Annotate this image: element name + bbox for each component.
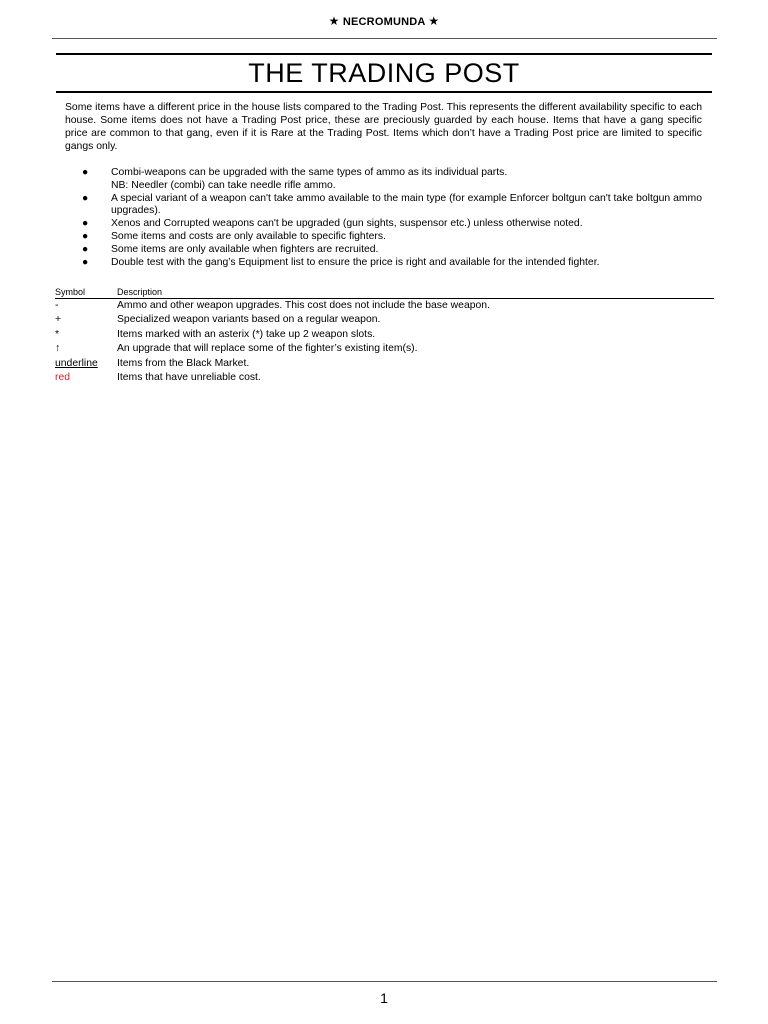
header-divider bbox=[52, 38, 717, 39]
table-row bbox=[55, 328, 714, 342]
bullet-icon: ● bbox=[82, 243, 89, 255]
table-row bbox=[55, 313, 714, 327]
bullet-icon: ● bbox=[82, 167, 89, 178]
star-icon: ★ bbox=[328, 14, 340, 28]
list-item bbox=[65, 193, 702, 219]
bullet-text: Some items and costs are only available to specific fighters. bbox=[111, 230, 386, 242]
bullet-text-note: NB: Needler (combi) can take needle rifle ammo. bbox=[111, 179, 336, 191]
symbol-cell-underline: underline bbox=[55, 357, 98, 369]
list-item bbox=[65, 231, 702, 244]
table-header-row bbox=[55, 287, 714, 299]
title-rule-top bbox=[56, 53, 712, 55]
symbol-cell: + bbox=[55, 314, 62, 326]
table-row bbox=[55, 371, 714, 385]
bullet-icon: ● bbox=[82, 256, 89, 268]
list-item bbox=[65, 167, 702, 193]
title-rule-bottom bbox=[56, 91, 712, 93]
list-item bbox=[65, 257, 702, 270]
description-cell: Items marked with an asterix (*) take up 2 weapon slots. bbox=[117, 328, 376, 340]
bullet-text: Combi-weapons can be upgraded with the same types of ammo as its individual parts. bbox=[111, 167, 508, 178]
description-cell: Items from the Black Market. bbox=[117, 357, 250, 369]
bullet-text: Some items are only available when fighters are recruited. bbox=[111, 243, 379, 255]
running-header bbox=[0, 14, 768, 28]
bullet-icon: ● bbox=[82, 218, 89, 230]
up-arrow-icon: ↑ bbox=[55, 343, 61, 355]
column-header-symbol: Symbol bbox=[55, 287, 86, 297]
description-cell: Items that have unreliable cost. bbox=[117, 372, 261, 384]
bullet-text: A special variant of a weapon can't take ammo available to the main type (for example Enforcer boltgun can't take boltgun ammo upgrades). bbox=[111, 192, 702, 217]
table-row bbox=[55, 357, 714, 371]
bullet-icon: ● bbox=[82, 192, 89, 204]
table-row bbox=[55, 299, 714, 313]
bullet-icon: ● bbox=[82, 230, 89, 242]
description-cell: An upgrade that will replace some of the fighter’s existing item(s). bbox=[117, 343, 418, 355]
symbol-cell: * bbox=[55, 328, 60, 340]
description-cell: Specialized weapon variants based on a regular weapon. bbox=[117, 314, 381, 326]
bullet-text: Xenos and Corrupted weapons can't be upgraded (gun sights, suspensor etc.) unless otherwise noted. bbox=[111, 218, 583, 230]
rules-bullet-list bbox=[65, 167, 702, 269]
list-item bbox=[65, 218, 702, 231]
page-title: THE TRADING POST bbox=[248, 58, 520, 88]
symbol-legend-table bbox=[55, 287, 714, 385]
description-cell: Ammo and other weapon upgrades. This cost does not include the base weapon. bbox=[117, 300, 490, 311]
symbol-cell: - bbox=[55, 300, 59, 311]
table-row bbox=[55, 342, 714, 356]
footer-divider bbox=[52, 981, 717, 982]
column-header-description: Description bbox=[117, 287, 163, 297]
symbol-cell-red: red bbox=[55, 372, 71, 384]
page-number: 1 bbox=[380, 990, 388, 1006]
star-icon: ★ bbox=[428, 14, 440, 28]
list-item bbox=[65, 244, 702, 257]
intro-paragraph: Some items have a different price in the house lists compared to the Trading Post. This represents the different availability specific to each house. Some items does not have a Trading Post price, these are preciously guarded by each house. Items that have a gang specific price are common to that gang, even if it is Rare at the Trading Post. Items which don’t have a Trading Post price are limited to specific gangs only. bbox=[65, 102, 702, 152]
running-title: NECROMUNDA bbox=[342, 16, 426, 28]
bullet-text: Double test with the gang’s Equipment list to ensure the price is right and available for the intended fighter. bbox=[111, 256, 600, 268]
